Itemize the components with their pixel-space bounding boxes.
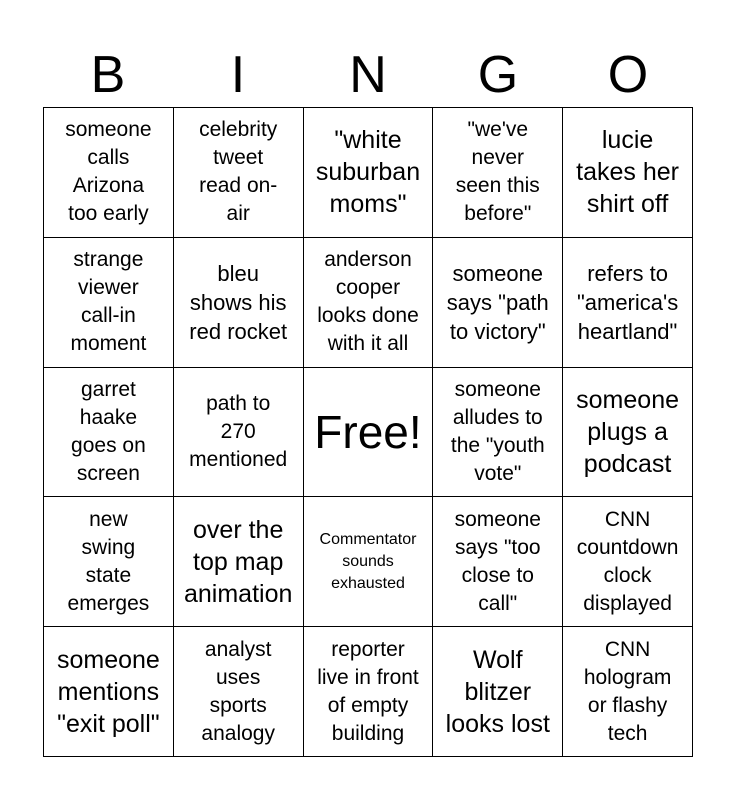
bingo-cell-r4-c5[interactable] [563, 497, 693, 627]
bingo-cell-r4-c3[interactable] [304, 497, 434, 627]
bingo-cell-text: someone calls Arizona too early [65, 118, 152, 226]
bingo-cell-text: Wolf blitzer looks lost [445, 645, 550, 738]
bingo-cell-r4-c4[interactable] [433, 497, 563, 627]
bingo-cell-r3-c5[interactable] [563, 368, 693, 498]
header-letter-n: N [349, 46, 387, 104]
bingo-cell-text: celebrity tweet read on- air [199, 118, 278, 226]
header-letter-b: B [90, 46, 126, 104]
bingo-cell-r5-c2[interactable] [174, 627, 304, 757]
bingo-cell-text: strange viewer call-in moment [70, 248, 147, 356]
bingo-cell-text: refers to "america's heartland" [576, 260, 679, 344]
bingo-cell-r1-c3[interactable] [304, 108, 434, 238]
bingo-cell-text: someone plugs a podcast [576, 385, 680, 478]
bingo-cell-r2-c5[interactable] [563, 238, 693, 368]
bingo-cell-r5-c5[interactable] [563, 627, 693, 757]
header-letter-i: I [230, 46, 246, 104]
bingo-cell-text: over the top map animation [183, 515, 293, 608]
bingo-cell-r2-c4[interactable] [433, 238, 563, 368]
bingo-cell-text: bleu shows his red rocket [189, 260, 288, 344]
bingo-cell-text: reporter live in front of empty building [317, 637, 419, 745]
bingo-cell-text: new swing state emerges [67, 507, 150, 615]
bingo-cell-r4-c2[interactable] [174, 497, 304, 627]
bingo-header [43, 44, 693, 106]
bingo-cell-text: lucie takes her shirt off [576, 126, 680, 219]
bingo-cell-r2-c1[interactable] [44, 238, 174, 368]
bingo-cell-text: someone mentions "exit poll" [56, 645, 160, 738]
bingo-cell-text: path to 270 mentioned [189, 391, 288, 471]
bingo-cell-r2-c2[interactable] [174, 238, 304, 368]
bingo-cell-text: "white suburban moms" [315, 126, 421, 219]
bingo-cell-text: someone alludes to the "youth vote" [450, 377, 545, 485]
bingo-cell-r5-c4[interactable] [433, 627, 563, 757]
bingo-cell-text: CNN countdown clock displayed [576, 507, 679, 615]
bingo-cell-text: analyst uses sports analogy [201, 637, 275, 745]
bingo-cell-text: Commentator sounds exhausted [319, 530, 417, 592]
bingo-cell-r5-c3[interactable] [304, 627, 434, 757]
bingo-cell-r3-c2[interactable] [174, 368, 304, 498]
header-letter-g: G [477, 46, 519, 104]
bingo-cell-r1-c4[interactable] [433, 108, 563, 238]
bingo-cell-r4-c1[interactable] [44, 497, 174, 627]
bingo-cell-text: "we've never seen this before" [455, 118, 540, 226]
bingo-cell-text: someone says "too close to call" [454, 507, 541, 615]
bingo-cell-r3-c1[interactable] [44, 368, 174, 498]
bingo-cell-r3-c3[interactable] [304, 368, 434, 498]
bingo-cell-r1-c5[interactable] [563, 108, 693, 238]
bingo-cell-text: garret haake goes on screen [71, 377, 146, 485]
bingo-cell-text: anderson cooper looks done with it all [317, 248, 419, 356]
bingo-cell-r1-c1[interactable] [44, 108, 174, 238]
bingo-cell-r2-c3[interactable] [304, 238, 434, 368]
bingo-cell-text: someone says "path to victory" [446, 260, 549, 344]
bingo-cell-r5-c1[interactable] [44, 627, 174, 757]
bingo-cell-text: Free! [314, 405, 422, 458]
bingo-cell-text: CNN hologram or flashy tech [583, 637, 672, 745]
bingo-cell-r1-c2[interactable] [174, 108, 304, 238]
header-letter-o: O [607, 46, 649, 104]
bingo-cell-r3-c4[interactable] [433, 368, 563, 498]
bingo-board [43, 107, 693, 757]
